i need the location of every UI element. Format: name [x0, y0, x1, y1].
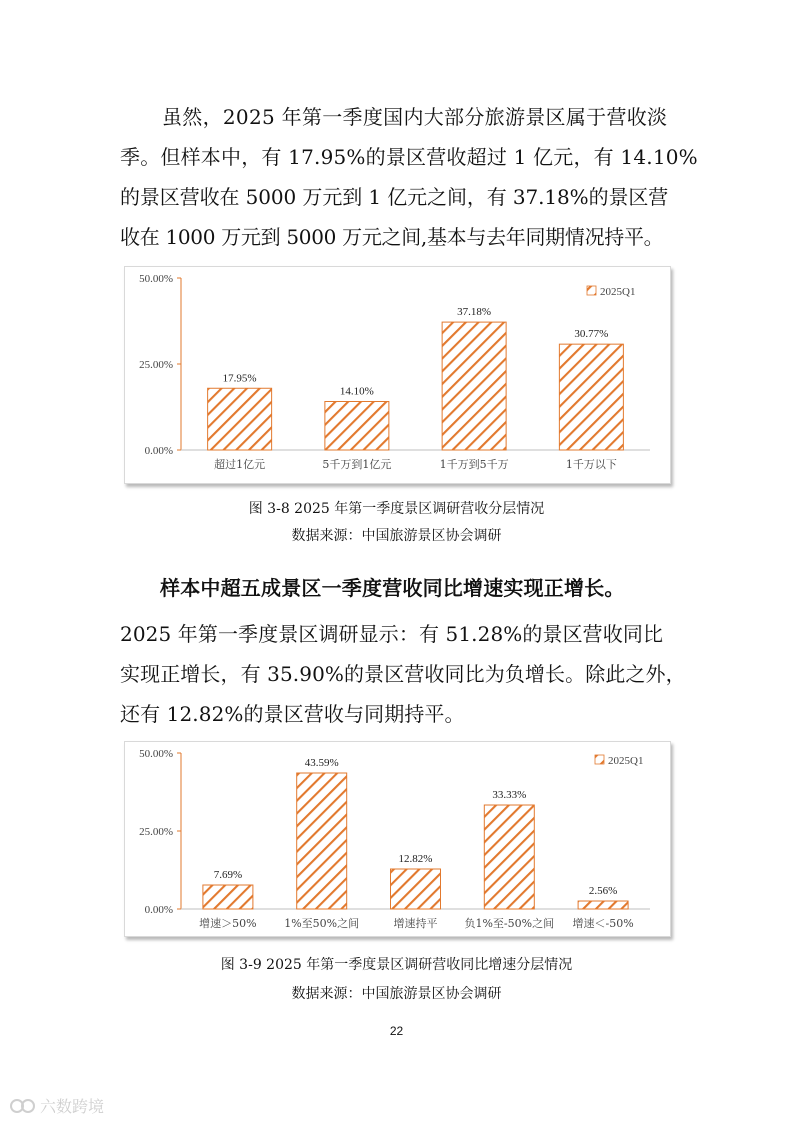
section-heading: 样本中超五成景区一季度营收同比增速实现正增长。 [160, 576, 625, 600]
bar-value-label: 2.56% [588, 885, 618, 898]
bar [559, 344, 623, 450]
y-tick-label: 25.00% [139, 359, 173, 371]
watermark [10, 1094, 104, 1117]
category-label: 1千万以下 [565, 458, 617, 471]
body-paragraph-2 [120, 614, 686, 734]
category-label: 负1%至-50%之间 [464, 917, 555, 930]
page-number: 22 [389, 1024, 404, 1038]
bar-value-label: 43.59% [304, 756, 339, 769]
category-label: 增速＞50% [199, 917, 257, 930]
revenue-growth-chart-svg [125, 742, 670, 936]
bar [391, 869, 441, 909]
y-tick-label: 50.00% [139, 273, 173, 285]
category-label: 1%至50%之间 [284, 917, 360, 930]
legend-label: 2025Q1 [608, 755, 644, 767]
revenue-tier-chart [124, 266, 671, 484]
bar [484, 805, 534, 909]
text-line: 2025 年第一季度景区调研显示：有 51.28%的景区营收同比 [120, 622, 664, 646]
body-paragraph-1 [120, 97, 698, 257]
y-tick-label: 50.00% [139, 748, 173, 760]
bar [325, 401, 389, 450]
figure-caption-3-8: 图 3-8 2025 年第一季度景区调研营收分层情况 [248, 501, 545, 517]
bar-value-label: 12.82% [398, 853, 433, 866]
figure-source-3-9: 数据来源：中国旅游景区协会调研 [291, 986, 502, 1002]
category-label: 1千万到5千万 [439, 458, 509, 471]
legend-swatch [587, 286, 596, 295]
legend-label: 2025Q1 [600, 286, 636, 298]
watermark-text: 六数跨境 [40, 1099, 105, 1116]
bar [208, 388, 272, 450]
legend-swatch [595, 755, 604, 764]
bar-value-label: 7.69% [213, 869, 243, 882]
y-tick-label: 0.00% [144, 445, 173, 457]
revenue-growth-chart [124, 741, 671, 937]
figure-source-3-8: 数据来源：中国旅游景区协会调研 [291, 528, 502, 544]
y-tick-label: 0.00% [144, 904, 173, 916]
category-label: 超过1亿元 [214, 458, 266, 471]
revenue-tier-chart-svg [125, 267, 670, 483]
text-line: 的景区营收在 5000 万元到 1 亿元之间，有 37.18%的景区营 [120, 185, 669, 209]
bar [297, 773, 347, 909]
text-line: 还有 12.82%的景区营收与同期持平。 [120, 702, 465, 726]
category-label: 增速＜-50% [572, 917, 634, 930]
bar-value-label: 17.95% [222, 372, 257, 385]
y-tick-label: 25.00% [139, 826, 173, 838]
bar-value-label: 30.77% [574, 328, 609, 341]
bar-value-label: 37.18% [457, 306, 492, 319]
text-line: 实现正增长，有 35.90%的景区营收同比为负增长。除此之外， [120, 662, 686, 686]
text-line: 虽然，2025 年第一季度国内大部分旅游景区属于营收淡 [162, 105, 668, 129]
watermark-logo-icon [10, 1097, 36, 1115]
bar [203, 885, 253, 909]
text-line: 季。但样本中，有 17.95%的景区营收超过 1 亿元，有 14.10% [120, 145, 698, 169]
figure-caption-3-9: 图 3-9 2025 年第一季度景区调研营收同比增速分层情况 [220, 957, 573, 973]
category-label: 增速持平 [393, 917, 438, 930]
bar-value-label: 14.10% [339, 385, 374, 398]
bar [442, 322, 506, 450]
bar-value-label: 33.33% [492, 789, 527, 802]
category-label: 5千万到1亿元 [322, 458, 392, 471]
bar [578, 901, 628, 909]
text-line: 收在 1000 万元到 5000 万元之间,基本与去年同期情况持平。 [120, 225, 664, 249]
